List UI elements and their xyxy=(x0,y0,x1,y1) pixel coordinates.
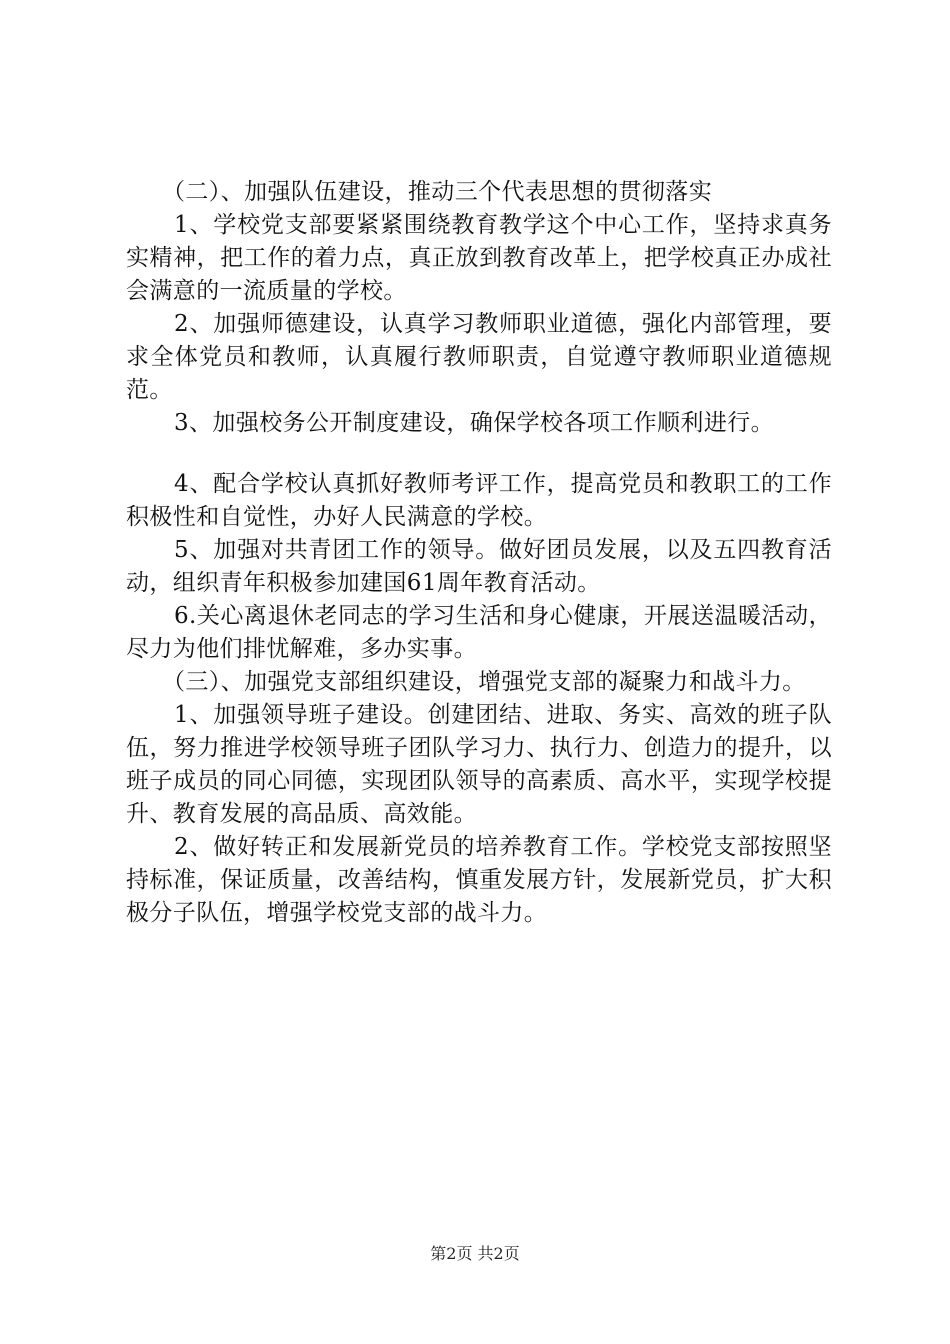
section-heading-3: （三）、加强党支部组织建设，增强党支部的凝聚力和战斗力。 xyxy=(162,669,806,695)
paragraph-2-6: 6.关心离退休老同志的学习生活和身心健康，开展送温暖活动，尽力为他们排忧解难，多办实事。 xyxy=(126,603,832,662)
document-body xyxy=(126,176,832,930)
section-heading-2: （二）、加强队伍建设，推动三个代表思想的贯彻落实 xyxy=(162,179,713,205)
paragraph-2-1: 1、学校党支部要紧紧围绕教育教学这个中心工作，坚持求真务实精神，把工作的着力点，真正放到教育改革上，把学校真正办成社会满意的一流质量的学校。 xyxy=(126,212,832,304)
page-number-footer: 第2页 共2页 xyxy=(430,1244,520,1263)
paragraph-3-1: 1、加强领导班子建设。创建团结、进取、务实、高效的班子队伍，努力推进学校领导班子团队学习力、执行力、创造力的提升，以班子成员的同心同德，实现团队领导的高素质、高水平，实现学校提升、教育发展的高品质、高效能。 xyxy=(126,702,832,827)
paragraph-2-3: 3、加强校务公开制度建设，确保学校各项工作顺利进行。 xyxy=(174,410,775,436)
paragraph-3-2: 2、做好转正和发展新党员的培养教育工作。学校党支部按照坚持标准，保证质量，改善结构，慎重发展方针，发展新党员，扩大积极分子队伍，增强学校党支部的战斗力。 xyxy=(126,834,832,926)
paragraph-2-5: 5、加强对共青团工作的领导。做好团员发展，以及五四教育活动，组织青年积极参加建国61周年教育活动。 xyxy=(126,537,832,596)
paragraph-2-4: 4、配合学校认真抓好教师考评工作，提高党员和教职工的工作积极性和自觉性，办好人民满意的学校。 xyxy=(126,471,832,530)
paragraph-2-2: 2、加强师德建设，认真学习教师职业道德，强化内部管理，要求全体党员和教师，认真履行教师职责，自觉遵守教师职业道德规范。 xyxy=(126,311,832,403)
